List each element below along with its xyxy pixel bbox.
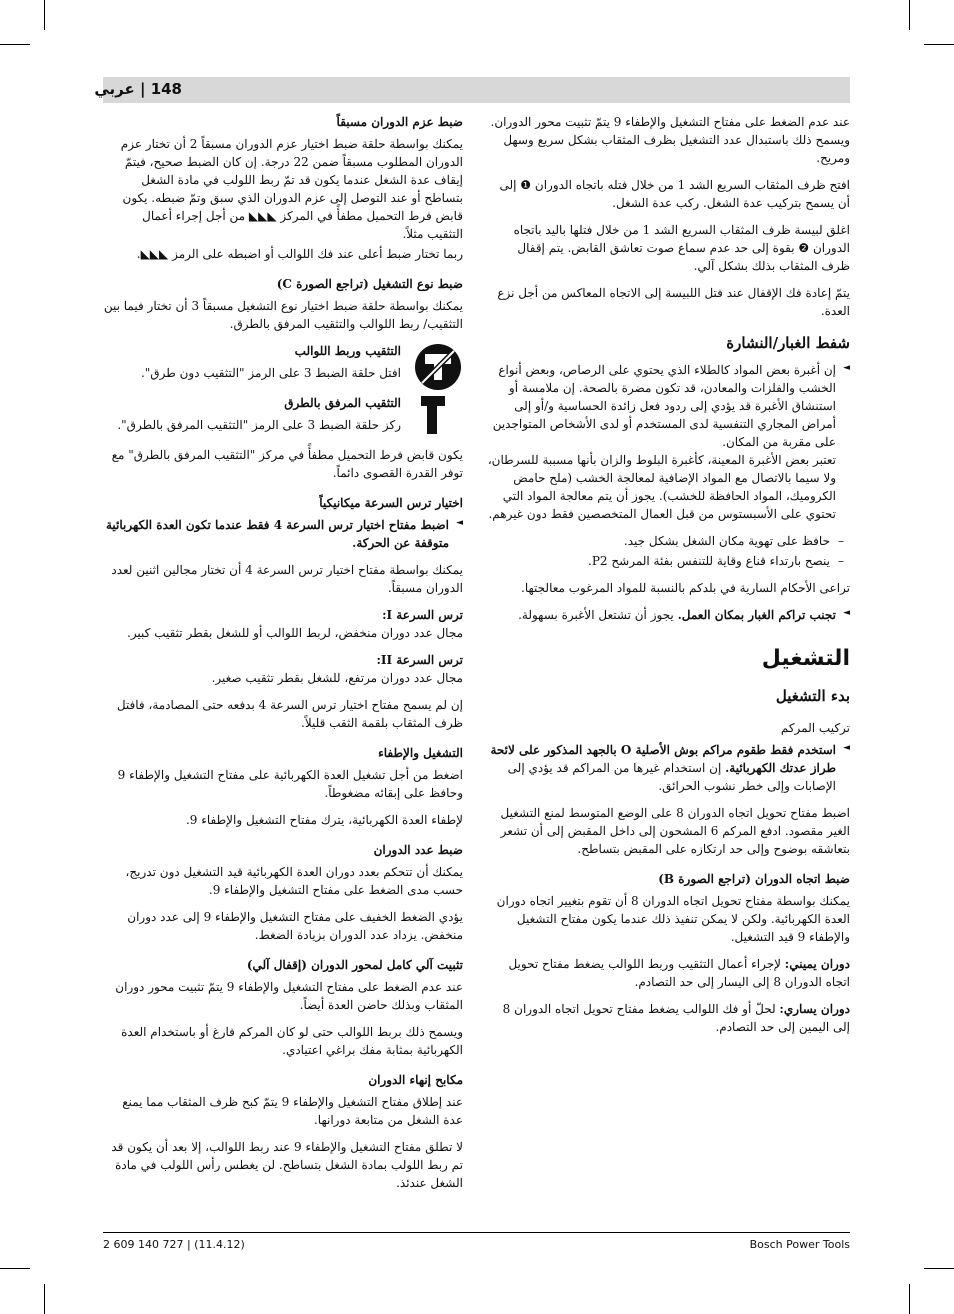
paragraph: عند إطلاق مفتاح التشغيل والإطفاء 9 يتمّ كبح ظرف المثقاب مما يمنع عدة الشغل من متابعة دورانها. <box>122 1095 463 1127</box>
subheading-direction: ضبط اتجاه الدوران (تراجع الصورة B) <box>658 872 850 886</box>
paragraph: اضغط من أجل تشغيل العدة الكهربائية على مفتاح التشغيل والإطفاء 9 وحافظ على إبقائه مضغوطاً. <box>117 768 463 800</box>
paragraph: ويسمح ذلك بربط اللوالب حتى لو كان المركم فارغ أو باستخدام العدة الكهربائية بمثابة مفك براغي اعتيادي. <box>121 1025 463 1057</box>
warning-item <box>487 361 850 523</box>
subheading-gear1: ترس السرعة I: <box>382 608 463 622</box>
page-header <box>94 77 850 103</box>
subheading-lock: تثبيت آلي كامل لمحور الدوران (إقفال آلي) <box>246 958 463 972</box>
subheading-gear: اختيار ترس السرعة ميكانيكياً <box>319 496 463 510</box>
warning-bold: استخدم فقط طقوم مراكم بوش الأصلية O بالجهد المذكور على لائحة طراز عدتك الكهربائية. <box>490 743 836 775</box>
paragraph: يمكنك أن تتحكم بعدد دوران العدة الكهربائية قيد التشغيل دون تدريج، حسب مدى الضغط على مفتاح التشغيل والإطفاء 9. <box>125 865 463 897</box>
crop-mark <box>909 1284 910 1314</box>
warning-bold: اضبط مفتاح اختيار ترس السرعة 4 فقط عندما تكون العدة الكهربائية متوقفة عن الحركة. <box>105 518 449 550</box>
warning-text: تعتبر بعض الأغبرة المعينة، كأغبرة البلوط والزان بأنها مسببة للسرطان، ولا سيما بالاتصال مع المواد الإضافية لمعالجة الخشب (ملح حامض الكروميك، المواد الحافظة للخشب). يجوز أن يتم معالجة المواد التي تحتوي على الأسبستوس من قبل العمال المتخصصين فقط دون غيرهم. <box>487 452 836 521</box>
subheading-gear2: ترس السرعة II: <box>376 653 463 667</box>
paragraph: يمكنك بواسطة حلقة ضبط اختيار عزم الدوران مسبقاً 2 أن تختار عزم الدوران المطلوب مسبقاً ضمن 22 درجة. إن كان الضبط صحيح، فيتمّ إيقاف عدة الشغل عندما يكون قد تمّ ربط اللولب في مادة الشغل بتساطح أو عند التوصل إلى عزم الدوران الذي سبق وتمّ ضبطه. يكون قابض فرط التحميل مطفأً في المركز ◣◣◣ من أجل إجراء أعمال التثقيب مثلاً. <box>120 137 463 241</box>
paragraph: لا تطلق مفتاح التشغيل والإطفاء 9 عند ربط اللوالب، إلا بعد أن يكون قد تم ربط اللولب بمادة الشغل بتساطح. لن يغطس رأس اللولب في مادة الشغل عندئذ. <box>111 1140 463 1190</box>
section-heading-start: بدء التشغيل <box>775 686 850 705</box>
paragraph <box>487 955 850 991</box>
page-footer <box>103 1232 850 1251</box>
crop-mark <box>44 0 45 30</box>
chapter-heading-operation: التشغيل <box>761 645 850 671</box>
paragraph: تراعى الأحكام السارية في بلدكم بالنسبة للمواد المرغوب معالجتها. <box>521 580 850 595</box>
paragraph: افتل حلقة الضبط 3 على الرمز "التثقيب دون طرق". <box>140 366 401 380</box>
warning-text: ◄ إن أغبرة بعض المواد كالطلاء الذي يحتوي على الرصاص، وبعض أنواع الخشب والفلزات والمعادن، قد تكون مضرة بالصحة. إن ملامسة أو استنشاق الأغبرة قد يؤدي إلى ردود فعل زائدة الحساسية و/أو إلى أمراض المجاري التنفسية لدى المستخدم أو لدى الأشخاص المتواجدين على مقربة من المكان. <box>492 362 836 449</box>
text: لإجراء أعمال التثقيب وربط اللوالب يضغط مفتاح تحويل اتجاه الدوران 8 إلى اليسار إلى حد التصادم. <box>508 957 850 989</box>
right-column <box>487 113 850 1045</box>
subheading-drill: التثقيب وربط اللوالب <box>294 344 401 358</box>
paragraph: يكون قابض فرط التحميل مطفأً في مركز "التثقيب المرفق بالطرق" مع توفر القدرة القصوى دائماً. <box>111 448 463 480</box>
doc-number: 2 609 140 727 | (11.4.12) <box>103 1238 245 1251</box>
section-heading-dust: شفط الغبار/النشارة <box>726 334 850 352</box>
left-column <box>103 113 463 1201</box>
subheading-mode: ضبط نوع التشغيل (تراجع الصورة C) <box>276 277 463 291</box>
crop-mark <box>44 1284 45 1314</box>
dash-item: – ينصح بارتداء قناع وقاية للتنفس بفئة المرشح P2. <box>487 552 850 570</box>
paragraph: يمكنك بواسطة مفتاح اختيار ترس السرعة 4 أن تختار مجالين اثنين لعدد الدوران مسبقاً. <box>111 563 463 595</box>
mode-drill-row <box>103 342 463 390</box>
paragraph <box>487 1000 850 1036</box>
warning-text: يجوز أن تشتعل الأغبرة بسهولة. <box>518 607 678 622</box>
paragraph: ربما تختار ضبط أعلى عند فك اللوالب أو اضبطه على الرمز ◣◣◣. <box>136 247 463 261</box>
paragraph: يؤدي الضغط الخفيف على مفتاح التشغيل والإطفاء 9 إلى عدد دوران منخفض. يزداد عدد الدوران بزيادة الضغط. <box>127 910 463 942</box>
crop-mark <box>0 1268 30 1269</box>
paragraph: اغلق لبيسة ظرف المثقاب السريع الشد 1 من خلال فتلها باليد باتجاه الدوران ❷ بقوة إلى حد عدم سماع صوت تعاشق القابض. يتم إقفال ظرف المثقاب بذلك بشكل آلي. <box>513 223 850 273</box>
paragraph: مجال عدد دوران منخفض، لربط اللوالب أو للشغل بقطر تثقيب كبير. <box>127 626 463 640</box>
page-title: 148 | عربي <box>94 80 182 98</box>
paragraph: يمكنك بواسطة حلقة ضبط اختيار نوع التشغيل مسبقاً 3 أن تختار فيما بين التثقيب/ ربط اللوالب والتثقيب المرفق بالطرق. <box>103 299 463 331</box>
subheading-onoff: التشغيل والإطفاء <box>378 746 463 760</box>
paragraph: لإطفاء العدة الكهربائية، يترك مفتاح التشغيل والإطفاء 9. <box>185 813 463 827</box>
subheading-brake: مكابح إنهاء الدوران <box>368 1073 463 1087</box>
paragraph: عند عدم الضغط على مفتاح التشغيل والإطفاء 9 يتمّ تثبيت محور دوران المثقاب وبذلك حاضن العدة أيضاً. <box>115 980 463 1012</box>
crop-mark <box>924 44 954 45</box>
subheading-speed: ضبط عدد الدوران <box>373 843 463 857</box>
dash-item: – حافظ على تهوية مكان الشغل بشكل جيد. <box>487 532 850 550</box>
warning-item <box>103 516 463 552</box>
subheading-battery: تركيب المركم <box>780 721 850 735</box>
crop-mark <box>909 0 910 30</box>
subheading-hammer: التثقيب المرفق بالطرق <box>284 396 401 410</box>
drill-no-hammer-icon <box>413 342 463 392</box>
warning-text: إن استخدام غيرها من المراكم قد يؤدي إلى الإصابات وإلى خطر نشوب الحرائق. <box>507 761 836 793</box>
paragraph: إن لم يسمح مفتاح اختيار ترس السرعة 4 بدفعه حتى المصادمة، فافتل ظرف المثقاب بلقمة الثقب قليلاً. <box>116 698 463 730</box>
paragraph: مجال عدد دوران مرتفع، للشغل بقطر تثقيب صغير. <box>211 671 463 685</box>
paragraph: افتح ظرف المثقاب السريع الشد 1 من خلال فتله باتجاه الدوران ❶ إلى أن يسمح بتركيب عدة الشغل. ركب عدة الشغل. <box>499 178 850 210</box>
brand-name: Bosch Power Tools <box>749 1238 850 1251</box>
subheading-torque: ضبط عزم الدوران مسبقاً <box>336 115 463 129</box>
label-bold: دوران يميني: <box>784 957 850 971</box>
warning-item <box>487 741 850 795</box>
paragraph: اضبط مفتاح تحويل اتجاه الدوران 8 على الوضع المتوسط لمنع التشغيل الغير مقصود. ادفع المركم 6 المشحون إلى داخل المقبض إلى أن تشعر بتعاشقه بوضوح وإلى حد ارتكازه على المقبض بتساطح. <box>500 806 850 856</box>
mode-hammer-row <box>103 394 463 442</box>
crop-mark <box>0 44 30 45</box>
paragraph: يتمّ إعادة فك الإقفال عند فتل اللبيسة إلى الاتجاه المعاكس من أجل نزع العدة. <box>497 286 850 318</box>
warning-bold: تجنب تراكم الغبار بمكان العمل. <box>677 607 836 622</box>
text: لحلّ أو فك اللوالب يضغط مفتاح تحويل اتجاه الدوران 8 إلى اليمين إلى حد التصادم. <box>502 1002 850 1034</box>
crop-mark <box>924 1268 954 1269</box>
hammer-drill-icon <box>413 394 463 444</box>
label-bold: دوران يساري: <box>779 1002 850 1016</box>
warning-item <box>487 606 850 624</box>
paragraph: عند عدم الضغط على مفتاح التشغيل والإطفاء 9 يتمّ تثبيت محور الدوران. ويسمح ذلك باستبدال عدد التشغيل بظرف المثقاب بشكل سريع وسهل ومريح. <box>490 115 850 165</box>
paragraph: ركز حلقة الضبط 3 على الرمز "التثقيب المرفق بالطرق". <box>117 418 401 432</box>
paragraph: يمكنك بواسطة مفتاح تحويل اتجاه الدوران 8 أن تقوم بتغيير اتجاه دوران العدة الكهربائية. ولكن لا يمكن تنفيذ ذلك عندما يكون مفتاح التشغيل والإطفاء 9 قيد التشغيل. <box>496 894 850 944</box>
